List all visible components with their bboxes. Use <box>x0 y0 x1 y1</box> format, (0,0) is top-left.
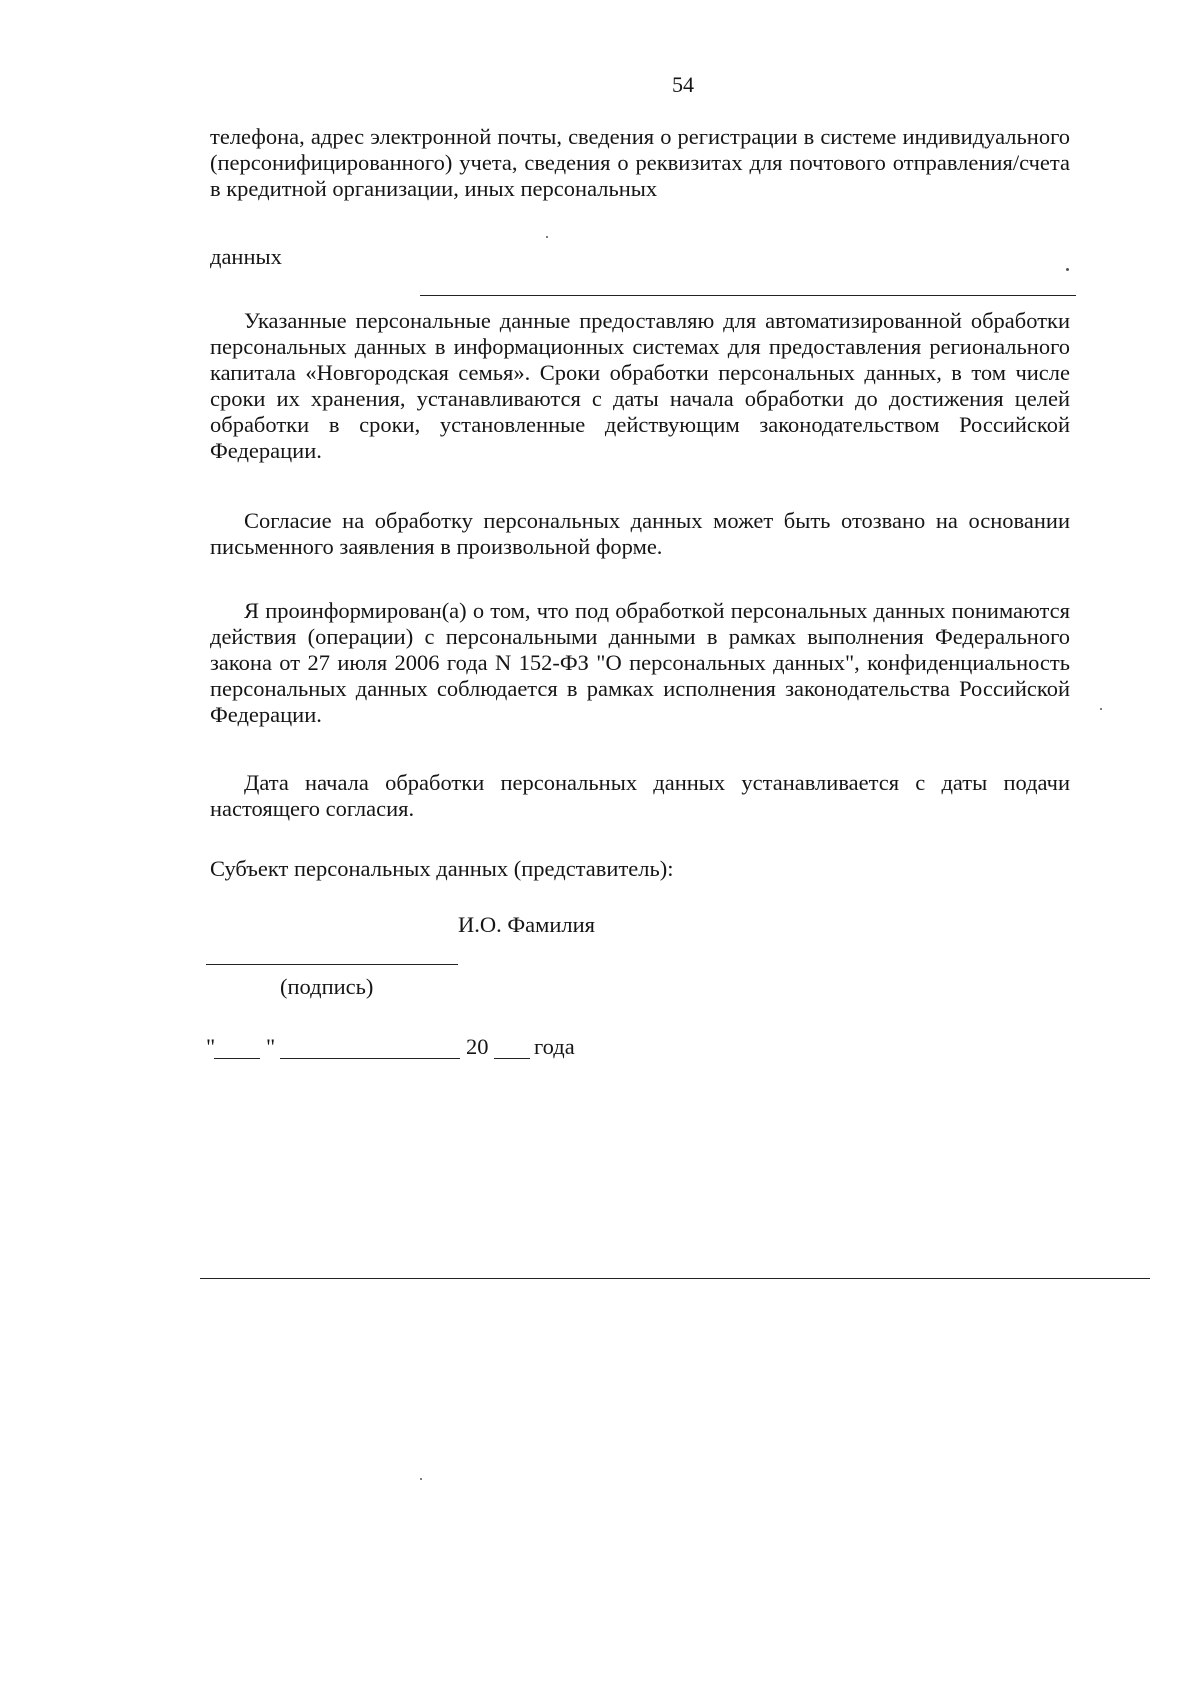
year-suffix: года <box>534 1034 575 1059</box>
footer-rule <box>200 1278 1150 1279</box>
page-number: 54 <box>672 72 694 97</box>
year-fill-line <box>494 1058 530 1059</box>
name-placeholder: И.О. Фамилия <box>458 912 596 937</box>
data-word: данных <box>210 244 282 269</box>
scan-speck <box>546 236 548 238</box>
date-close-quote: " <box>266 1034 276 1059</box>
paragraph-informed: Я проинформирован(а) о том, что под обработкой персональных данных понимаются действия (операции) с персональными данными в рамках выполнения Федерального закона от 27 июля 2006 года N 152-ФЗ "О персональных данных", конфиденциальность персональных данных соблюдается в рамках исполнения законодательства Российской Федерации. <box>210 598 1070 727</box>
signature-label: (подпись) <box>280 974 374 999</box>
day-fill-line <box>214 1058 260 1059</box>
continuation-text: телефона, адрес электронной почты, сведения о регистрации в системе индивидуального (персонифицированного) учета, сведения о реквизитах для почтового отправления/счета в кредитной организации, иных персональных <box>210 124 1070 201</box>
scan-speck <box>1100 708 1102 710</box>
scan-speck <box>1066 268 1069 271</box>
scan-speck <box>420 1478 422 1480</box>
month-fill-line <box>280 1058 460 1059</box>
date-open-quote: " <box>206 1034 216 1059</box>
subject-label: Субъект персональных данных (представитель): <box>210 856 674 881</box>
year-prefix: 20 <box>466 1034 489 1059</box>
signature-line <box>206 964 458 965</box>
paragraph-start-date: Дата начала обработки персональных данных устанавливается с даты подачи настоящего согласия. <box>210 770 1070 821</box>
paragraph-processing-purpose: Указанные персональные данные предоставляю для автоматизированной обработки персональных данных в информационных системах для предоставления регионального капитала «Новгородская семья». Сроки обработки персональных данных, в том числе сроки их хранения, устанавливаются с даты начала обработки до достижения целей обработки в сроки, установленные действующим законодательством Российской Федерации. <box>210 308 1070 463</box>
paragraph-revocation: Согласие на обработку персональных данных может быть отозвано на основании письменного заявления в произвольной форме. <box>210 508 1070 559</box>
data-fill-line <box>420 295 1076 296</box>
